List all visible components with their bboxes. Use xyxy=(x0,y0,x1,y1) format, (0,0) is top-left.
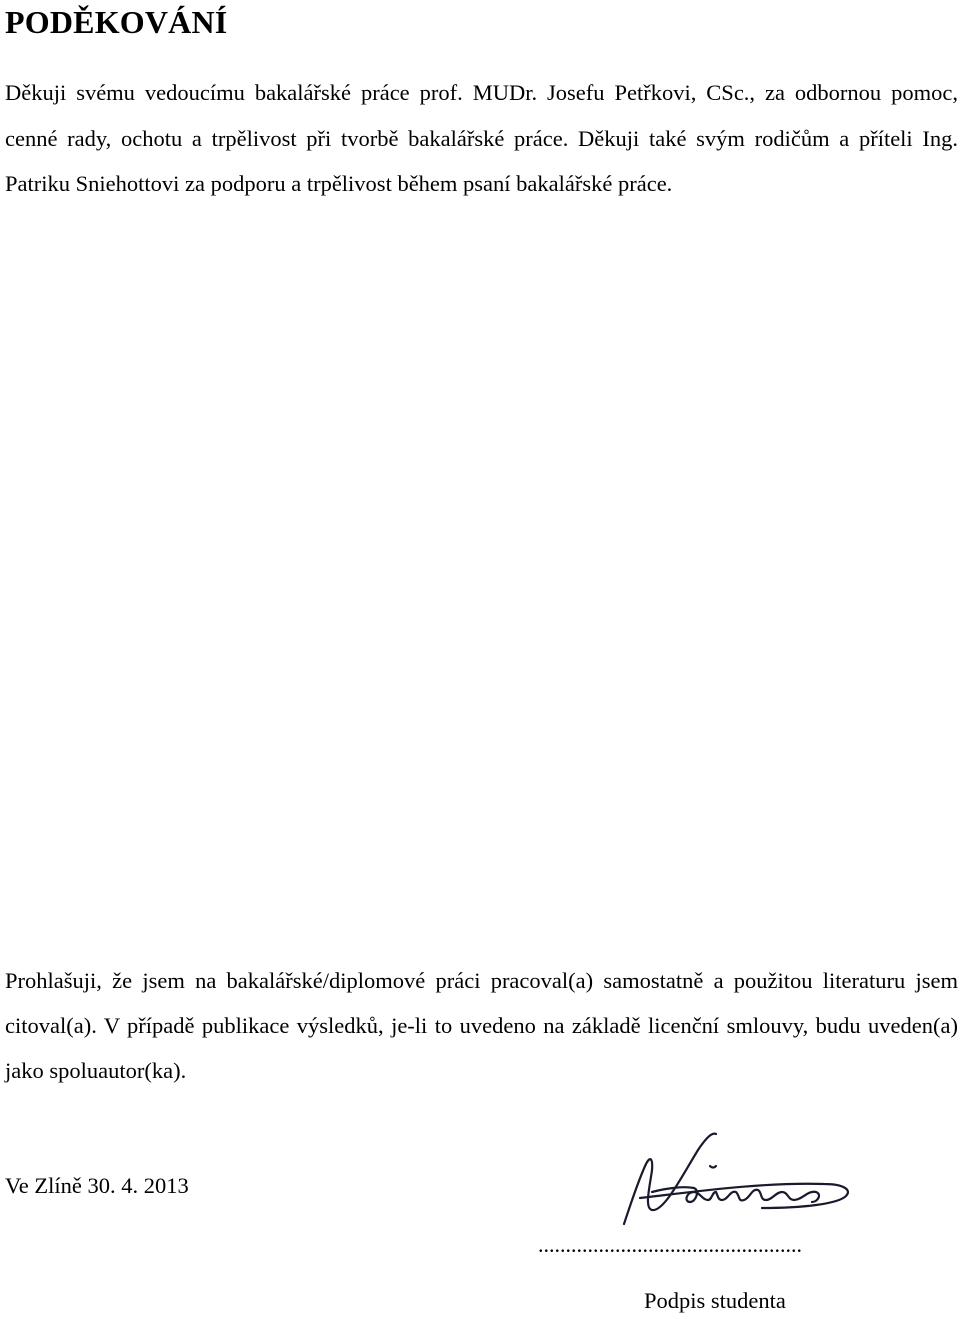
declaration-paragraph: Prohlašuji, že jsem na bakalářské/diplomové práci pracoval(a) samostatně a použitou literaturu jsem citoval(a). V případě publikace výsledků, je-li to uvedeno na základě licenční smlouvy, budu uveden(a) jako spoluautor(ka). xyxy=(5,968,958,1083)
signature-label: Podpis studenta xyxy=(644,1288,786,1313)
page-heading: PODĚKOVÁNÍ xyxy=(5,4,228,40)
acknowledgement-paragraph: Děkuji svému vedoucímu bakalářské práce prof. MUDr. Josefu Petřkovi, CSc., za odbornou pomoc, cenné rady, ochotu a trpělivost při tvorbě bakalářské práce. Děkuji také svým rodičům a příteli Ing. Patriku Sniehottovi za podporu a trpělivost během psaní bakalářské práce. xyxy=(5,80,958,196)
place-and-date: Ve Zlíně 30. 4. 2013 xyxy=(5,1173,189,1198)
signature-line: ................................................ xyxy=(538,1232,802,1257)
handwritten-signature xyxy=(612,1126,862,1236)
